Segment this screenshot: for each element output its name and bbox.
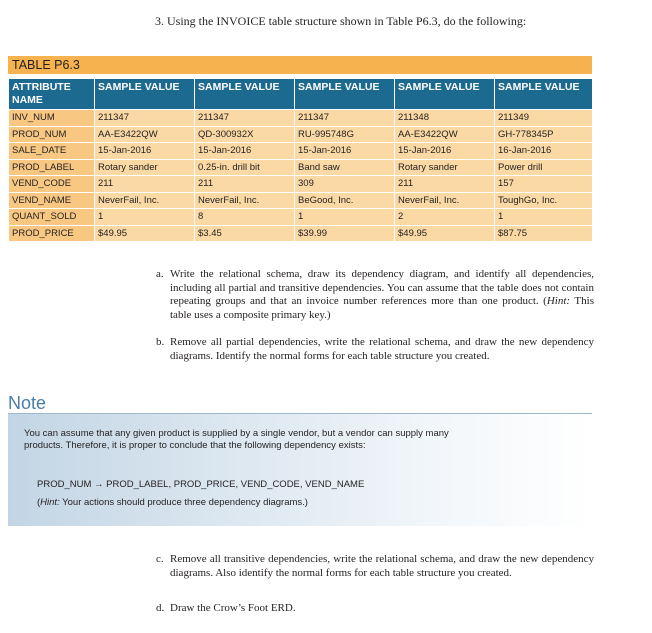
attribute-cell: VEND_NAME bbox=[9, 192, 95, 209]
value-cell: 1 bbox=[95, 209, 195, 226]
value-cell: 2 bbox=[395, 209, 495, 226]
table-row bbox=[9, 176, 593, 193]
attribute-cell: INV_NUM bbox=[9, 110, 95, 127]
table-row bbox=[9, 209, 593, 226]
value-cell: 157 bbox=[495, 176, 593, 193]
header-sample-value: SAMPLE VALUE bbox=[295, 79, 395, 110]
value-cell: Band saw bbox=[295, 159, 395, 176]
table-header-row bbox=[9, 79, 593, 110]
attribute-cell: PROD_LABEL bbox=[9, 159, 95, 176]
invoice-table bbox=[8, 78, 593, 242]
table-row bbox=[9, 110, 593, 127]
value-cell: 309 bbox=[295, 176, 395, 193]
value-cell: $87.75 bbox=[495, 225, 593, 242]
value-cell: 211347 bbox=[295, 110, 395, 127]
note-hint: (Hint: Your actions should produce three dependency diagrams.) bbox=[37, 497, 308, 508]
value-cell: 15-Jan-2016 bbox=[395, 143, 495, 160]
problem-intro: 3. Using the INVOICE table structure shown in Table P6.3, do the following: bbox=[155, 14, 527, 28]
question-text: Remove all transitive dependencies, write the relational schema, and draw the new dependency diagrams. Also identify the normal forms for each table structure you created. bbox=[170, 553, 594, 579]
value-cell: 8 bbox=[195, 209, 295, 226]
note-heading: Note bbox=[8, 393, 47, 413]
question-text: Write the relational schema, draw its dependency diagram, and identify all dependencies, including all partial and transitive dependencies. You can assume that the table does not contain repeating groups and that an invoice number references more than one product. ( bbox=[170, 268, 594, 307]
value-cell: 211 bbox=[395, 176, 495, 193]
value-cell: 211 bbox=[95, 176, 195, 193]
hint-text: This table uses a composite primary key.) bbox=[170, 295, 594, 321]
value-cell: 15-Jan-2016 bbox=[295, 143, 395, 160]
value-cell: NeverFail, Inc. bbox=[95, 192, 195, 209]
table-row bbox=[9, 159, 593, 176]
question-b bbox=[156, 336, 594, 363]
header-sample-value: SAMPLE VALUE bbox=[395, 79, 495, 110]
value-cell: NeverFail, Inc. bbox=[395, 192, 495, 209]
value-cell: RU-995748G bbox=[295, 126, 395, 143]
value-cell: 211348 bbox=[395, 110, 495, 127]
value-cell: AA-E3422QW bbox=[95, 126, 195, 143]
value-cell: Power drill bbox=[495, 159, 593, 176]
value-cell: $39.99 bbox=[295, 225, 395, 242]
value-cell: NeverFail, Inc. bbox=[195, 192, 295, 209]
value-cell: Rotary sander bbox=[395, 159, 495, 176]
table-row bbox=[9, 225, 593, 242]
note-text: You can assume that any given product is supplied by a single vendor, but a vendor can supply many products. Therefore, it is proper to conclude that the following dependency exists: bbox=[24, 428, 449, 451]
value-cell: 211349 bbox=[495, 110, 593, 127]
value-cell: $49.95 bbox=[95, 225, 195, 242]
header-sample-value: SAMPLE VALUE bbox=[95, 79, 195, 110]
table-row bbox=[9, 192, 593, 209]
question-text: Remove all partial dependencies, write the relational schema, and draw the new dependency diagrams. Identify the normal forms for each table structure you created. bbox=[170, 336, 594, 362]
value-cell: AA-E3422QW bbox=[395, 126, 495, 143]
value-cell: 211 bbox=[195, 176, 295, 193]
value-cell: $3.45 bbox=[195, 225, 295, 242]
hint-label: Hint: bbox=[40, 497, 60, 508]
value-cell: 15-Jan-2016 bbox=[195, 143, 295, 160]
attribute-cell: PROD_NUM bbox=[9, 126, 95, 143]
attribute-cell: SALE_DATE bbox=[9, 143, 95, 160]
value-cell: 211347 bbox=[95, 110, 195, 127]
value-cell: 15-Jan-2016 bbox=[95, 143, 195, 160]
value-cell: 16-Jan-2016 bbox=[495, 143, 593, 160]
question-marker: c. bbox=[156, 553, 164, 565]
value-cell: Rotary sander bbox=[95, 159, 195, 176]
question-text: Draw the Crow’s Foot ERD. bbox=[170, 602, 296, 614]
attribute-cell: PROD_PRICE bbox=[9, 225, 95, 242]
table-row bbox=[9, 126, 593, 143]
question-marker: d. bbox=[156, 602, 165, 614]
table-title: TABLE P6.3 bbox=[8, 56, 592, 74]
value-cell: 1 bbox=[495, 209, 593, 226]
question-a bbox=[156, 268, 594, 322]
header-attribute-name: ATTRIBUTE NAME bbox=[9, 79, 95, 110]
question-c bbox=[156, 553, 594, 580]
table-row bbox=[9, 143, 593, 160]
attribute-cell: QUANT_SOLD bbox=[9, 209, 95, 226]
hint-label: Hint: bbox=[546, 295, 571, 307]
value-cell: 1 bbox=[295, 209, 395, 226]
note-dependency: PROD_NUM → PROD_LABEL, PROD_PRICE, VEND_CODE, VEND_NAME bbox=[37, 479, 365, 490]
attribute-cell: VEND_CODE bbox=[9, 176, 95, 193]
value-cell: GH-778345P bbox=[495, 126, 593, 143]
value-cell: ToughGo, Inc. bbox=[495, 192, 593, 209]
header-sample-value: SAMPLE VALUE bbox=[195, 79, 295, 110]
value-cell: 0.25-in. drill bit bbox=[195, 159, 295, 176]
header-sample-value: SAMPLE VALUE bbox=[495, 79, 593, 110]
question-marker: a. bbox=[156, 268, 164, 280]
hint-text: Your actions should produce three dependency diagrams.) bbox=[59, 497, 308, 508]
question-marker: b. bbox=[156, 336, 165, 348]
value-cell: $49.95 bbox=[395, 225, 495, 242]
question-d bbox=[156, 602, 594, 616]
value-cell: 211347 bbox=[195, 110, 295, 127]
value-cell: BeGood, Inc. bbox=[295, 192, 395, 209]
value-cell: QD-300932X bbox=[195, 126, 295, 143]
